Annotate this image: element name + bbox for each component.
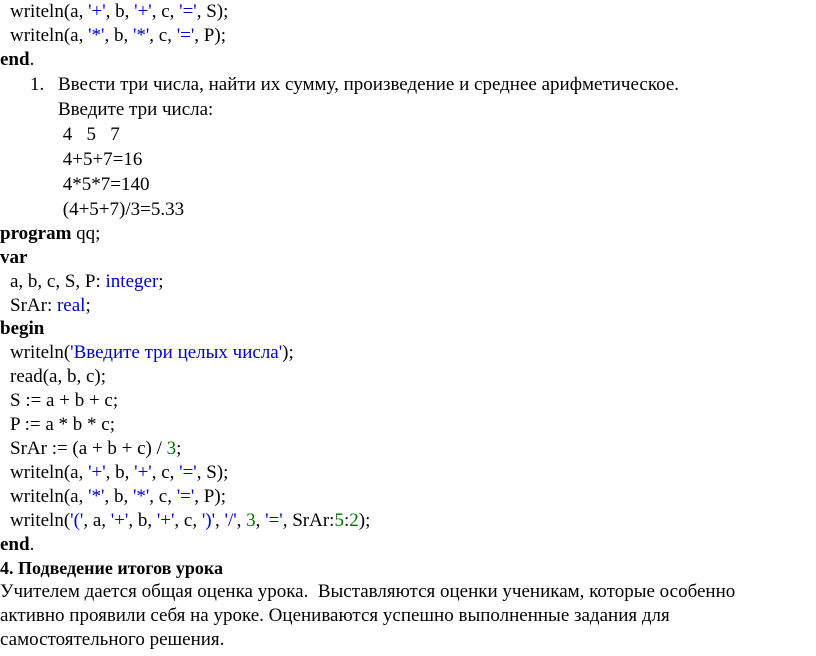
example-line: Введите три числа:: [58, 99, 214, 120]
code-line: a, b, c, S, P: integer;: [10, 271, 164, 292]
code-line: begin: [0, 318, 45, 339]
code-line: P := a * b * c;: [10, 414, 116, 435]
task-number: 1.: [30, 74, 45, 95]
code-line: end.: [0, 534, 35, 555]
paragraph-line: активно проявили себя на уроке. Оцениваются успешно выполненные задания для: [0, 605, 670, 626]
task-text: Ввести три числа, найти их сумму, произведение и среднее арифметическое.: [58, 74, 680, 95]
code-line: writeln(a, '+', b, '+', c, '=', S);: [10, 1, 229, 22]
paragraph-line: Учителем дается общая оценка урока. Выставляются оценки ученикам, которые особенно: [0, 581, 736, 602]
example-line: 4*5*7=140: [58, 174, 150, 195]
section-title: 4. Подведение итогов урока: [0, 558, 223, 578]
code-line: var: [0, 247, 28, 268]
example-line: (4+5+7)/3=5.33: [58, 199, 185, 220]
code-line: read(a, b, c);: [10, 366, 106, 387]
code-line: SrAr: real;: [10, 295, 91, 316]
code-line: writeln(a, '*', b, '*', c, '=', P);: [10, 486, 226, 507]
code-line: writeln('(', a, '+', b, '+', c, ')', '/', 3, '=', SrAr:5:2);: [10, 510, 371, 531]
code-line: writeln('Введите три целых числа');: [10, 342, 294, 363]
code-line: SrAr := (a + b + c) / 3;: [10, 438, 182, 459]
code-line: writeln(a, '*', b, '*', c, '=', P);: [10, 25, 226, 46]
code-line: program qq;: [0, 223, 101, 244]
code-line: S := a + b + c;: [10, 390, 119, 411]
code-line: writeln(a, '+', b, '+', c, '=', S);: [10, 462, 229, 483]
example-line: 4+5+7=16: [58, 149, 143, 170]
example-line: 4 5 7: [58, 124, 120, 145]
paragraph-line: самостоятельного решения.: [0, 629, 225, 650]
code-line: end.: [0, 49, 35, 70]
